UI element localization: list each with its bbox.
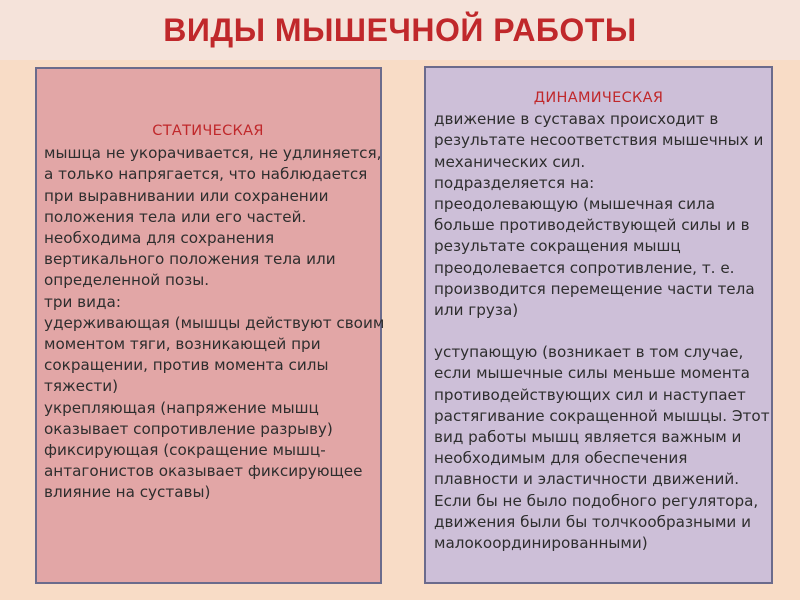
static-line: необходима для сохранения	[44, 229, 275, 248]
dynamic-line: необходимым для обеспечения	[434, 449, 688, 468]
dynamic-line: результате несоответствия мышечных и	[434, 131, 764, 150]
static-line: при выравнивании или сохранении	[44, 186, 329, 205]
dynamic-line: уступающую (возникает в том случае,	[434, 343, 744, 362]
dynamic-line: результате сокращения мышц	[434, 237, 681, 256]
page-title: ВИДЫ МЫШЕЧНОЙ РАБОТЫ	[163, 11, 637, 48]
static-line: мышца не укорачивается, не удлиняется,	[44, 144, 382, 163]
static-line: антагонистов оказывает фиксирующее	[44, 462, 363, 481]
dynamic-line: если мышечные силы меньше момента	[434, 364, 750, 383]
dynamic-line: преодолевается сопротивление, т. е.	[434, 258, 735, 277]
dynamic-line: производится перемещение части тела	[434, 279, 755, 298]
static-line: сокращении, против момента силы	[44, 356, 329, 375]
static-work-card	[35, 67, 385, 584]
dynamic-work-card	[424, 66, 773, 584]
dynamic-line: малокоординированными)	[434, 534, 648, 553]
paragraph-gap	[434, 321, 763, 342]
static-line: а только напрягается, что наблюдается	[44, 165, 368, 184]
dynamic-line: Если бы не было подобного регулятора,	[434, 491, 759, 510]
static-line: фиксирующая (сокращение мышц-	[44, 441, 326, 460]
dynamic-line: больше противодействующей силы и в	[434, 216, 750, 235]
static-line: укрепляющая (напряжение мышц	[44, 398, 319, 417]
static-line: тяжести)	[44, 377, 119, 396]
static-line: моментом тяги, возникающей при	[44, 335, 321, 354]
static-line: влияние на суставы)	[44, 483, 211, 502]
static-line: вертикального положения тела или	[44, 250, 336, 269]
static-line: удерживающая (мышцы действуют своим	[44, 313, 385, 332]
static-line: оказывает сопротивление разрыву)	[44, 419, 333, 438]
dynamic-text	[434, 109, 770, 554]
dynamic-line: вид работы мышц является важным и	[434, 428, 742, 447]
dynamic-line: механических сил.	[434, 152, 586, 171]
dynamic-line: подразделяется на:	[434, 173, 595, 192]
static-line: определенной позы.	[44, 271, 210, 290]
dynamic-line: плавности и эластичности движений.	[434, 470, 740, 489]
title-bar	[0, 0, 800, 60]
dynamic-line: или груза)	[434, 301, 519, 320]
static-text	[44, 143, 385, 503]
dynamic-heading: ДИНАМИЧЕСКАЯ	[533, 90, 664, 106]
static-heading: СТАТИЧЕСКАЯ	[152, 123, 264, 139]
dynamic-line: противодействующих сил и наступает	[434, 385, 746, 404]
dynamic-line: движения были бы толчкообразными и	[434, 512, 751, 531]
static-line: три вида:	[44, 292, 121, 311]
dynamic-line: движение в суставах происходит в	[434, 110, 719, 129]
dynamic-line: преодолевающую (мышечная сила	[434, 195, 716, 214]
static-line: положения тела или его частей.	[44, 207, 307, 226]
dynamic-line: растягивание сокращенной мышцы. Этот	[434, 406, 770, 425]
